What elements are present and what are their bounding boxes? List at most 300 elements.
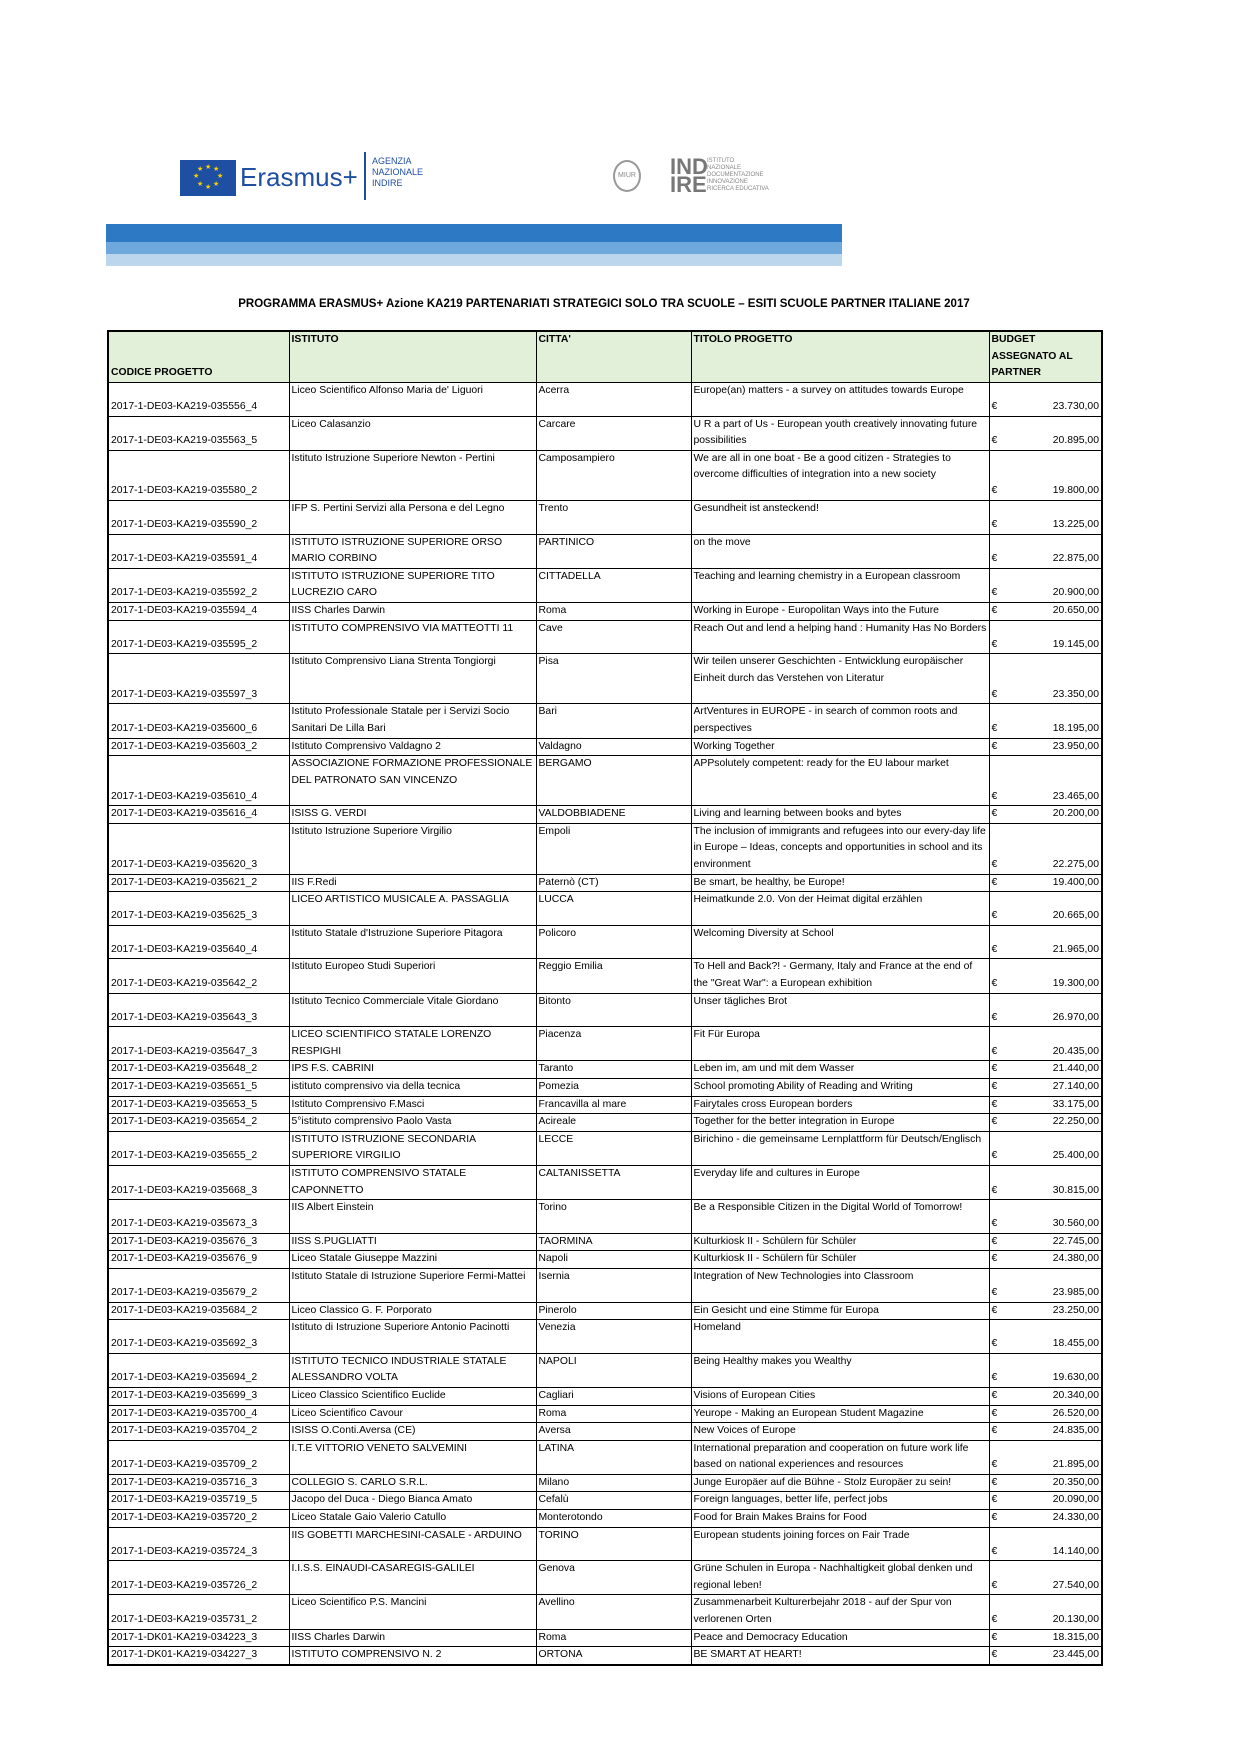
budget-amount: 22.275,00 — [1052, 859, 1099, 871]
budget-amount: 26.970,00 — [1052, 1011, 1099, 1023]
project-title-cell: Reach Out and lend a helping hand : Humanity Has No Borders — [691, 620, 989, 654]
project-title-cell: Working Together — [691, 738, 989, 756]
project-code-cell: 2017-1-DE03-KA219-035592_2 — [108, 568, 289, 602]
project-title-cell: Europe(an) matters - a survey on attitudes towards Europe — [691, 383, 989, 417]
currency-symbol: € — [991, 1372, 998, 1384]
project-title-cell: Teaching and learning chemistry in a European classroom — [691, 568, 989, 602]
project-code-cell: 2017-1-DE03-KA219-035563_5 — [108, 416, 289, 450]
budget-cell — [989, 1233, 1102, 1251]
project-code-cell: 2017-1-DE03-KA219-035719_5 — [108, 1492, 289, 1510]
table-row — [108, 1474, 1102, 1492]
city-cell: Aversa — [536, 1423, 691, 1441]
currency-symbol: € — [991, 1649, 998, 1661]
project-code-cell: 2017-1-DK01-KA219-034223_3 — [108, 1629, 289, 1647]
currency-symbol: € — [991, 1631, 998, 1643]
currency-symbol: € — [991, 722, 998, 734]
currency-symbol: € — [991, 1286, 998, 1298]
budget-amount: 19.630,00 — [1052, 1372, 1099, 1384]
project-title-cell: Foreign languages, better life, perfect jobs — [691, 1492, 989, 1510]
project-code-cell: 2017-1-DE03-KA219-035704_2 — [108, 1423, 289, 1441]
city-cell: Acireale — [536, 1114, 691, 1132]
currency-symbol: € — [991, 1235, 998, 1247]
table-row — [108, 704, 1102, 738]
budget-amount: 23.465,00 — [1052, 790, 1099, 802]
budget-amount: 24.835,00 — [1052, 1425, 1099, 1437]
institute-cell: 5°istituto comprensivo Paolo Vasta — [289, 1114, 536, 1132]
institute-cell: Jacopo del Duca - Diego Bianca Amato — [289, 1492, 536, 1510]
project-code-cell: 2017-1-DE03-KA219-035694_2 — [108, 1353, 289, 1387]
project-code-cell: 2017-1-DE03-KA219-035620_3 — [108, 823, 289, 874]
project-code-cell: 2017-1-DE03-KA219-035648_2 — [108, 1061, 289, 1079]
currency-symbol: € — [991, 435, 998, 447]
column-header-project: TITOLO PROGETTO — [691, 331, 989, 383]
project-code-cell: 2017-1-DE03-KA219-035651_5 — [108, 1079, 289, 1097]
table-row — [108, 654, 1102, 704]
table-row — [108, 1096, 1102, 1114]
project-code-cell: 2017-1-DE03-KA219-035700_4 — [108, 1405, 289, 1423]
budget-cell — [989, 1595, 1102, 1629]
project-title-cell: Wir teilen unserer Geschichten - Entwicklung europäischer Einheit durch das Verstehen von Literatur — [691, 654, 989, 704]
table-row — [108, 1647, 1102, 1665]
budget-amount: 14.140,00 — [1052, 1545, 1099, 1557]
city-cell: CALTANISSETTA — [536, 1165, 691, 1199]
table-row — [108, 756, 1102, 806]
budget-amount: 24.380,00 — [1052, 1253, 1099, 1265]
project-code-cell: 2017-1-DE03-KA219-035716_3 — [108, 1474, 289, 1492]
budget-amount: 24.330,00 — [1052, 1512, 1099, 1524]
budget-cell — [989, 756, 1102, 806]
project-code-cell: 2017-1-DE03-KA219-035676_9 — [108, 1251, 289, 1269]
budget-amount: 27.540,00 — [1052, 1579, 1099, 1591]
project-title-cell: Heimatkunde 2.0. Von der Heimat digital erzählen — [691, 892, 989, 926]
currency-symbol: € — [991, 1614, 998, 1626]
table-row — [108, 1629, 1102, 1647]
project-code-cell: 2017-1-DE03-KA219-035643_3 — [108, 993, 289, 1027]
project-code-cell: 2017-1-DE03-KA219-035731_2 — [108, 1595, 289, 1629]
project-code-cell: 2017-1-DE03-KA219-035642_2 — [108, 959, 289, 993]
table-row — [108, 1268, 1102, 1302]
budget-cell — [989, 1268, 1102, 1302]
budget-cell — [989, 1200, 1102, 1234]
project-title-cell: Unser tägliches Brot — [691, 993, 989, 1027]
institute-cell: Liceo Calasanzio — [289, 416, 536, 450]
city-cell: Venezia — [536, 1320, 691, 1354]
currency-symbol: € — [991, 1579, 998, 1591]
city-cell: Pomezia — [536, 1079, 691, 1097]
budget-cell — [989, 1510, 1102, 1528]
project-title-cell: Leben im, am und mit dem Wasser — [691, 1061, 989, 1079]
institute-cell: IISS Charles Darwin — [289, 602, 536, 620]
project-title-cell: Be smart, be healthy, be Europe! — [691, 874, 989, 892]
budget-cell — [989, 874, 1102, 892]
table-row — [108, 1114, 1102, 1132]
city-cell: Cave — [536, 620, 691, 654]
project-code-cell: 2017-1-DE03-KA219-035655_2 — [108, 1131, 289, 1165]
budget-amount: 20.130,00 — [1052, 1614, 1099, 1626]
city-cell: LUCCA — [536, 892, 691, 926]
budget-cell — [989, 1440, 1102, 1474]
project-code-cell: 2017-1-DE03-KA219-035597_3 — [108, 654, 289, 704]
currency-symbol: € — [991, 740, 998, 752]
currency-symbol: € — [991, 859, 998, 871]
project-code-cell: 2017-1-DE03-KA219-035621_2 — [108, 874, 289, 892]
budget-amount: 18.455,00 — [1052, 1338, 1099, 1350]
project-title-cell: U R a part of Us - European youth creatively innovating future possibilities — [691, 416, 989, 450]
project-code-cell: 2017-1-DE03-KA219-035726_2 — [108, 1561, 289, 1595]
budget-cell — [989, 1096, 1102, 1114]
city-cell: Roma — [536, 1405, 691, 1423]
table-row — [108, 925, 1102, 959]
project-title-cell: Gesundheit ist ansteckend! — [691, 500, 989, 534]
currency-symbol: € — [991, 1045, 998, 1057]
institute-cell: Istituto Professionale Statale per i Servizi Socio Sanitari De Lilla Bari — [289, 704, 536, 738]
table-row — [108, 450, 1102, 500]
budget-amount: 23.985,00 — [1052, 1286, 1099, 1298]
currency-symbol: € — [991, 1081, 998, 1092]
currency-symbol: € — [991, 978, 998, 990]
institute-cell: ISTITUTO ISTRUZIONE SUPERIORE ORSO MARIO CORBINO — [289, 534, 536, 568]
institute-cell: IIS F.Redi — [289, 874, 536, 892]
budget-cell — [989, 704, 1102, 738]
city-cell: TAORMINA — [536, 1233, 691, 1251]
budget-amount: 23.350,00 — [1052, 688, 1099, 700]
project-code-cell: 2017-1-DE03-KA219-035590_2 — [108, 500, 289, 534]
indire-subtitle: ISTITUTO NAZIONALE DOCUMENTAZIONE INNOVAZIONE RICERCA EDUCATIVA — [707, 158, 769, 192]
institute-cell: ISTITUTO COMPRENSIVO STATALE CAPONNETTO — [289, 1165, 536, 1199]
institute-cell: Istituto Comprensivo Valdagno 2 — [289, 738, 536, 756]
currency-symbol: € — [991, 587, 998, 599]
city-cell: Bitonto — [536, 993, 691, 1027]
city-cell: Pisa — [536, 654, 691, 704]
table-row — [108, 1405, 1102, 1423]
table-row — [108, 1233, 1102, 1251]
institute-cell: Istituto Statale di Istruzione Superiore Fermi-Mattei — [289, 1268, 536, 1302]
budget-cell — [989, 1647, 1102, 1665]
project-code-cell: 2017-1-DE03-KA219-035600_6 — [108, 704, 289, 738]
city-cell: Reggio Emilia — [536, 959, 691, 993]
institute-cell: ISISS O.Conti.Aversa (CE) — [289, 1423, 536, 1441]
eu-flag-icon: ★ ★ ★ ★ ★ ★ ★ ★ — [180, 160, 236, 196]
project-code-cell: 2017-1-DE03-KA219-035556_4 — [108, 383, 289, 417]
table-row — [108, 1561, 1102, 1595]
institute-cell: Istituto Istruzione Superiore Virgilio — [289, 823, 536, 874]
budget-amount: 30.815,00 — [1052, 1184, 1099, 1196]
project-title-cell: European students joining forces on Fair Trade — [691, 1527, 989, 1561]
table-row — [108, 823, 1102, 874]
budget-amount: 26.520,00 — [1052, 1407, 1099, 1419]
institute-cell: Liceo Statale Giuseppe Mazzini — [289, 1251, 536, 1269]
table-row — [108, 1131, 1102, 1165]
header-logos — [180, 148, 800, 204]
budget-amount: 21.440,00 — [1052, 1063, 1099, 1075]
institute-cell: Liceo Statale Gaio Valerio Catullo — [289, 1510, 536, 1528]
budget-cell — [989, 1165, 1102, 1199]
budget-cell — [989, 1114, 1102, 1132]
institute-cell: Istituto Statale d'Istruzione Superiore Pitagora — [289, 925, 536, 959]
project-code-cell: 2017-1-DE03-KA219-035594_4 — [108, 602, 289, 620]
institute-cell: Liceo Scientifico Cavour — [289, 1405, 536, 1423]
budget-amount: 33.175,00 — [1052, 1098, 1099, 1110]
project-code-cell: 2017-1-DE03-KA219-035673_3 — [108, 1200, 289, 1234]
budget-amount: 22.875,00 — [1052, 553, 1099, 565]
project-title-cell: Fairytales cross European borders — [691, 1096, 989, 1114]
table-row — [108, 1061, 1102, 1079]
city-cell: LECCE — [536, 1131, 691, 1165]
project-title-cell: Kulturkiosk II - Schülern für Schüler — [691, 1251, 989, 1269]
budget-cell — [989, 416, 1102, 450]
budget-cell — [989, 823, 1102, 874]
budget-amount: 19.400,00 — [1052, 876, 1099, 888]
project-code-cell: 2017-1-DE03-KA219-035610_4 — [108, 756, 289, 806]
project-code-cell: 2017-1-DE03-KA219-035647_3 — [108, 1027, 289, 1061]
table-row — [108, 1027, 1102, 1061]
project-code-cell: 2017-1-DE03-KA219-035640_4 — [108, 925, 289, 959]
project-title-cell: on the move — [691, 534, 989, 568]
project-code-cell: 2017-1-DE03-KA219-035676_3 — [108, 1233, 289, 1251]
budget-cell — [989, 925, 1102, 959]
city-cell: Monterotondo — [536, 1510, 691, 1528]
table-row — [108, 874, 1102, 892]
table-row — [108, 1320, 1102, 1354]
budget-amount: 19.145,00 — [1052, 638, 1099, 650]
city-cell: Valdagno — [536, 738, 691, 756]
city-cell: Paternò (CT) — [536, 874, 691, 892]
institute-cell: Istituto Comprensivo F.Masci — [289, 1096, 536, 1114]
city-cell: Genova — [536, 1561, 691, 1595]
project-title-cell: Working in Europe - Europolitan Ways into the Future — [691, 602, 989, 620]
city-cell: Avellino — [536, 1595, 691, 1629]
currency-symbol: € — [991, 1116, 998, 1128]
budget-amount: 20.900,00 — [1052, 587, 1099, 599]
budget-cell — [989, 500, 1102, 534]
column-header-city: CITTA' — [536, 331, 691, 383]
project-code-cell: 2017-1-DE03-KA219-035653_5 — [108, 1096, 289, 1114]
project-title-cell: The inclusion of immigrants and refugees into our every-day life in Europe – Ideas, concepts and opportunities in school and its environment — [691, 823, 989, 874]
city-cell: Napoli — [536, 1251, 691, 1269]
partners-table — [107, 330, 1103, 1666]
currency-symbol: € — [991, 1494, 998, 1506]
currency-symbol: € — [991, 518, 998, 530]
budget-amount: 18.195,00 — [1052, 722, 1099, 734]
currency-symbol: € — [991, 1545, 998, 1557]
project-title-cell: Integration of New Technologies into Classroom — [691, 1268, 989, 1302]
currency-symbol: € — [991, 1304, 998, 1316]
currency-symbol: € — [991, 401, 998, 412]
column-header-institute: ISTITUTO — [289, 331, 536, 383]
institute-cell: COLLEGIO S. CARLO S.R.L. — [289, 1474, 536, 1492]
institute-cell: ASSOCIAZIONE FORMAZIONE PROFESSIONALE DEL PATRONATO SAN VINCENZO — [289, 756, 536, 806]
currency-symbol: € — [991, 876, 998, 888]
project-title-cell: BE SMART AT HEART! — [691, 1647, 989, 1665]
currency-symbol: € — [991, 790, 998, 802]
budget-amount: 20.435,00 — [1052, 1045, 1099, 1057]
budget-cell — [989, 1061, 1102, 1079]
table-row — [108, 1302, 1102, 1320]
project-title-cell: Being Healthy makes you Wealthy — [691, 1353, 989, 1387]
institute-cell: IIS Albert Einstein — [289, 1200, 536, 1234]
city-cell: Acerra — [536, 383, 691, 417]
header-banner — [106, 224, 842, 266]
project-code-cell: 2017-1-DE03-KA219-035580_2 — [108, 450, 289, 500]
currency-symbol: € — [991, 1150, 998, 1162]
currency-symbol: € — [991, 910, 998, 922]
budget-cell — [989, 602, 1102, 620]
project-code-cell: 2017-1-DE03-KA219-035603_2 — [108, 738, 289, 756]
budget-cell — [989, 959, 1102, 993]
budget-cell — [989, 1302, 1102, 1320]
city-cell: Camposampiero — [536, 450, 691, 500]
institute-cell: LICEO SCIENTIFICO STATALE LORENZO RESPIGHI — [289, 1027, 536, 1061]
currency-symbol: € — [991, 1338, 998, 1350]
city-cell: Isernia — [536, 1268, 691, 1302]
institute-cell: Istituto di Istruzione Superiore Antonio Pacinotti — [289, 1320, 536, 1354]
currency-symbol: € — [991, 1512, 998, 1524]
budget-cell — [989, 1561, 1102, 1595]
table-row — [108, 892, 1102, 926]
budget-amount: 30.560,00 — [1052, 1218, 1099, 1230]
currency-symbol: € — [991, 1407, 998, 1419]
institute-cell: Liceo Classico Scientifico Euclide — [289, 1387, 536, 1405]
table-row — [108, 1492, 1102, 1510]
institute-cell: Liceo Scientifico Alfonso Maria de' Liguori — [289, 383, 536, 417]
table-row — [108, 1387, 1102, 1405]
budget-cell — [989, 1423, 1102, 1441]
project-code-cell: 2017-1-DE03-KA219-035724_3 — [108, 1527, 289, 1561]
budget-cell — [989, 738, 1102, 756]
project-code-cell: 2017-1-DE03-KA219-035692_3 — [108, 1320, 289, 1354]
project-code-cell: 2017-1-DE03-KA219-035595_2 — [108, 620, 289, 654]
budget-cell — [989, 1131, 1102, 1165]
project-title-cell: Junge Europäer auf die Bühne - Stolz Europäer zu sein! — [691, 1474, 989, 1492]
budget-cell — [989, 1387, 1102, 1405]
budget-amount: 20.090,00 — [1052, 1494, 1099, 1506]
budget-cell — [989, 1251, 1102, 1269]
institute-cell: ISISS G. VERDI — [289, 806, 536, 824]
table-row — [108, 1200, 1102, 1234]
institute-cell: ISTITUTO COMPRENSIVO N. 2 — [289, 1647, 536, 1665]
budget-amount: 21.895,00 — [1052, 1459, 1099, 1471]
agency-label: AGENZIA NAZIONALE INDIRE — [372, 156, 424, 188]
project-code-cell: 2017-1-DE03-KA219-035625_3 — [108, 892, 289, 926]
institute-cell: ISTITUTO COMPRENSIVO VIA MATTEOTTI 11 — [289, 620, 536, 654]
currency-symbol: € — [991, 943, 998, 955]
institute-cell: IISS S.PUGLIATTI — [289, 1233, 536, 1251]
project-title-cell: We are all in one boat - Be a good citizen - Strategies to overcome difficulties of integration into a new society — [691, 450, 989, 500]
project-title-cell: Fit Für Europa — [691, 1027, 989, 1061]
city-cell: Trento — [536, 500, 691, 534]
table-row — [108, 1527, 1102, 1561]
budget-amount: 23.730,00 — [1052, 401, 1099, 412]
budget-amount: 22.745,00 — [1052, 1235, 1099, 1247]
budget-amount: 25.400,00 — [1052, 1150, 1099, 1162]
erasmus-logo: Erasmus+ — [240, 162, 358, 192]
project-title-cell: Kulturkiosk II - Schülern für Schüler — [691, 1233, 989, 1251]
currency-symbol: € — [991, 1218, 998, 1230]
budget-amount: 13.225,00 — [1052, 518, 1099, 530]
institute-cell: Istituto Europeo Studi Superiori — [289, 959, 536, 993]
table-row — [108, 993, 1102, 1027]
budget-cell — [989, 1353, 1102, 1387]
institute-cell: I.T.E VITTORIO VENETO SALVEMINI — [289, 1440, 536, 1474]
budget-cell — [989, 534, 1102, 568]
city-cell: VALDOBBIADENE — [536, 806, 691, 824]
ministry-seal-icon: MIUR — [613, 160, 641, 192]
institute-cell: I.I.S.S. EINAUDI-CASAREGIS-GALILEI — [289, 1561, 536, 1595]
project-title-cell: APPsolutely competent: ready for the EU labour market — [691, 756, 989, 806]
table-row — [108, 1353, 1102, 1387]
indire-logo: IND IRE — [670, 154, 708, 197]
city-cell: Roma — [536, 602, 691, 620]
table-row — [108, 1251, 1102, 1269]
budget-amount: 20.200,00 — [1052, 808, 1099, 820]
project-title-cell: Birichino - die gemeinsame Lernplattform für Deutsch/Englisch — [691, 1131, 989, 1165]
city-cell: Empoli — [536, 823, 691, 874]
city-cell: Cagliari — [536, 1387, 691, 1405]
budget-amount: 23.950,00 — [1052, 740, 1099, 752]
budget-cell — [989, 1527, 1102, 1561]
budget-amount: 20.650,00 — [1052, 604, 1099, 616]
project-title-cell: Living and learning between books and bytes — [691, 806, 989, 824]
project-code-cell: 2017-1-DE03-KA219-035720_2 — [108, 1510, 289, 1528]
project-code-cell: 2017-1-DE03-KA219-035684_2 — [108, 1302, 289, 1320]
city-cell: PARTINICO — [536, 534, 691, 568]
institute-cell: ISTITUTO TECNICO INDUSTRIALE STATALE ALESSANDRO VOLTA — [289, 1353, 536, 1387]
table-row — [108, 959, 1102, 993]
city-cell: Bari — [536, 704, 691, 738]
budget-cell — [989, 1474, 1102, 1492]
table-row — [108, 568, 1102, 602]
currency-symbol: € — [991, 688, 998, 700]
city-cell: TORINO — [536, 1527, 691, 1561]
project-title-cell: Welcoming Diversity at School — [691, 925, 989, 959]
city-cell: Francavilla al mare — [536, 1096, 691, 1114]
currency-symbol: € — [991, 1459, 998, 1471]
city-cell: Carcare — [536, 416, 691, 450]
institute-cell: IFP S. Pertini Servizi alla Persona e del Legno — [289, 500, 536, 534]
project-code-cell: 2017-1-DE03-KA219-035616_4 — [108, 806, 289, 824]
budget-cell — [989, 383, 1102, 417]
city-cell: CITTADELLA — [536, 568, 691, 602]
table-row — [108, 383, 1102, 417]
currency-symbol: € — [991, 1425, 998, 1437]
project-title-cell: Food for Brain Makes Brains for Food — [691, 1510, 989, 1528]
table-header-row — [108, 331, 1102, 383]
institute-cell: IISS Charles Darwin — [289, 1629, 536, 1647]
budget-cell — [989, 654, 1102, 704]
city-cell: NAPOLI — [536, 1353, 691, 1387]
city-cell: BERGAMO — [536, 756, 691, 806]
table-row — [108, 1595, 1102, 1629]
currency-symbol: € — [991, 1063, 998, 1075]
table-row — [108, 738, 1102, 756]
table-row — [108, 534, 1102, 568]
institute-cell: Liceo Scientifico P.S. Mancini — [289, 1595, 536, 1629]
project-title-cell: Peace and Democracy Education — [691, 1629, 989, 1647]
city-cell: LATINA — [536, 1440, 691, 1474]
currency-symbol: € — [991, 604, 998, 616]
budget-amount: 23.250,00 — [1052, 1304, 1099, 1316]
institute-cell: Istituto Istruzione Superiore Newton - Pertini — [289, 450, 536, 500]
budget-cell — [989, 1320, 1102, 1354]
project-title-cell: Homeland — [691, 1320, 989, 1354]
city-cell: Policoro — [536, 925, 691, 959]
currency-symbol: € — [991, 1476, 998, 1488]
budget-cell — [989, 1027, 1102, 1061]
table-row — [108, 1510, 1102, 1528]
currency-symbol: € — [991, 1253, 998, 1265]
project-code-cell: 2017-1-DE03-KA219-035709_2 — [108, 1440, 289, 1474]
institute-cell: ISTITUTO ISTRUZIONE SUPERIORE TITO LUCREZIO CARO — [289, 568, 536, 602]
